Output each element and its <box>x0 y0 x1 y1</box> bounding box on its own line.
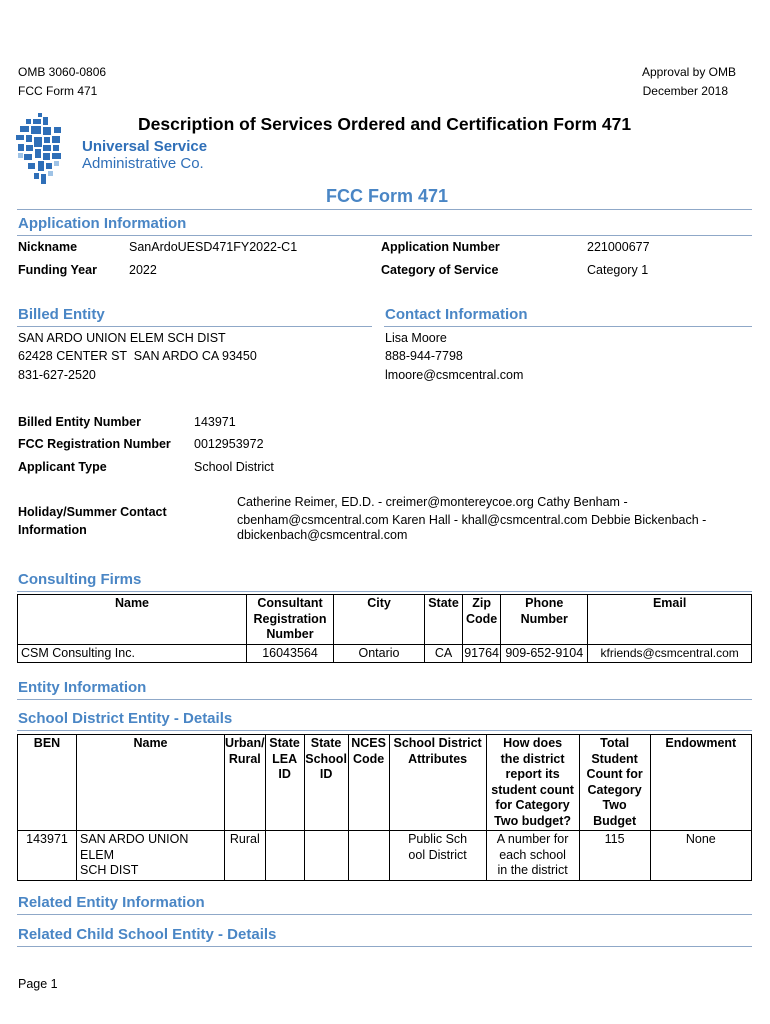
table-row <box>18 831 752 881</box>
col-lea-id: State LEA ID <box>265 735 304 831</box>
entity-how-report: A number for each school in the district <box>486 831 579 881</box>
entity-urban: Rural <box>225 831 266 881</box>
billed-entity-phone: 831-627-2520 <box>18 368 96 382</box>
billed-entity-rule <box>17 326 372 327</box>
col-city: City <box>334 595 425 645</box>
approval-date: December 2018 <box>642 84 728 98</box>
col-email: Email <box>588 595 752 645</box>
applicant-type-label: Applicant Type <box>18 460 107 474</box>
school-district-table <box>17 734 752 881</box>
entity-lea <box>265 831 304 881</box>
entity-endowment: None <box>650 831 751 881</box>
logo-line1: Universal Service <box>82 138 208 155</box>
application-rule <box>17 235 752 236</box>
school-district-rule <box>17 730 752 731</box>
table-row <box>18 644 752 663</box>
entity-rule <box>17 699 752 700</box>
contact-rule <box>384 326 752 327</box>
col-ben: BEN <box>18 735 77 831</box>
col-nces: NCES Code <box>348 735 389 831</box>
category-value: Category 1 <box>587 263 649 277</box>
consulting-rule <box>17 591 752 592</box>
entity-heading: Entity Information <box>18 679 147 696</box>
col-school-id: State School ID <box>304 735 348 831</box>
contact-name: Lisa Moore <box>385 331 447 345</box>
consulting-heading: Consulting Firms <box>18 571 142 588</box>
funding-year-value: 2022 <box>129 263 157 277</box>
consultant-state: CA <box>425 644 463 663</box>
related-rule <box>17 914 752 915</box>
consultant-phone: 909-652-9104 <box>501 644 588 663</box>
consulting-header-row <box>18 595 752 645</box>
col-zip: Zip Code <box>463 595 501 645</box>
form-number: FCC Form 471 <box>18 84 98 98</box>
ben-label: Billed Entity Number <box>18 415 141 429</box>
applicant-type-value: School District <box>194 460 274 474</box>
billed-entity-heading: Billed Entity <box>18 306 105 323</box>
funding-year-label: Funding Year <box>18 263 97 277</box>
col-endowment: Endowment <box>650 735 751 831</box>
app-number-label: Application Number <box>381 240 500 254</box>
entity-school-id <box>304 831 348 881</box>
nickname-label: Nickname <box>18 240 78 254</box>
col-state: State <box>425 595 463 645</box>
entity-name: SAN ARDO UNION ELEM SCH DIST <box>77 831 225 881</box>
entity-total: 115 <box>579 831 650 881</box>
col-registration: Consultant Registration Number <box>247 595 334 645</box>
frn-value: 0012953972 <box>194 437 264 451</box>
related-child-rule <box>17 946 752 947</box>
col-urban-rural: Urban/ Rural <box>225 735 266 831</box>
usac-logo-icon <box>16 113 66 185</box>
billed-entity-name: SAN ARDO UNION ELEM SCH DIST <box>18 331 226 345</box>
sd-header-row <box>18 735 752 831</box>
entity-nces <box>348 831 389 881</box>
logo-line2: Administrative Co. <box>82 155 204 172</box>
consultant-name: CSM Consulting Inc. <box>18 644 247 663</box>
ben-value: 143971 <box>194 415 236 429</box>
consultant-email[interactable]: kfriends@csmcentral.com <box>588 644 752 663</box>
related-child-heading: Related Child School Entity - Details <box>18 926 277 943</box>
frn-label: FCC Registration Number <box>18 437 171 451</box>
approval-text: Approval by OMB <box>641 65 736 79</box>
entity-attributes: Public Sch ool District <box>389 831 486 881</box>
category-label: Category of Service <box>381 263 499 277</box>
consultant-zip: 91764 <box>463 644 501 663</box>
contact-phone: 888-944-7798 <box>385 349 463 363</box>
col-phone: Phone Number <box>501 595 588 645</box>
school-district-heading: School District Entity - Details <box>18 710 233 727</box>
app-number-value: 221000677 <box>587 240 650 254</box>
holiday-label-1: Holiday/Summer Contact <box>18 505 167 519</box>
omb-number: OMB 3060-0806 <box>18 65 107 79</box>
page-title: Description of Services Ordered and Certification Form 471 <box>138 114 632 134</box>
nickname-value: SanArdoUESD471FY2022-C1 <box>129 240 298 254</box>
consultant-reg: 16043564 <box>247 644 334 663</box>
entity-ben: 143971 <box>18 831 77 881</box>
contact-heading: Contact Information <box>385 306 528 323</box>
related-heading: Related Entity Information <box>18 894 205 911</box>
col-attributes: School District Attributes <box>389 735 486 831</box>
page-number: Page 1 <box>18 977 58 991</box>
application-heading: Application Information <box>18 215 187 232</box>
holiday-line-2: cbenham@csmcentral.com Karen Hall - khall@csmcentral.com Debbie Bickenbach - <box>237 513 707 527</box>
col-entity-name: Name <box>77 735 225 831</box>
col-how-report: How does the district report its student count for Category Two budget? <box>486 735 579 831</box>
consultant-city: Ontario <box>334 644 425 663</box>
consulting-table <box>17 594 752 663</box>
form-subtitle: FCC Form 471 <box>326 186 449 206</box>
subtitle-rule <box>17 209 752 210</box>
contact-email[interactable]: lmoore@csmcentral.com <box>385 368 524 382</box>
col-total-count: Total Student Count for Category Two Budget <box>579 735 650 831</box>
col-name: Name <box>18 595 247 645</box>
holiday-line-1: Catherine Reimer, ED.D. - creimer@montereycoe.org Cathy Benham - <box>237 495 628 509</box>
billed-entity-address: 62428 CENTER ST SAN ARDO CA 93450 <box>18 349 257 363</box>
holiday-label-2: Information <box>18 523 87 537</box>
holiday-line-3: dbickenbach@csmcentral.com <box>237 528 408 542</box>
